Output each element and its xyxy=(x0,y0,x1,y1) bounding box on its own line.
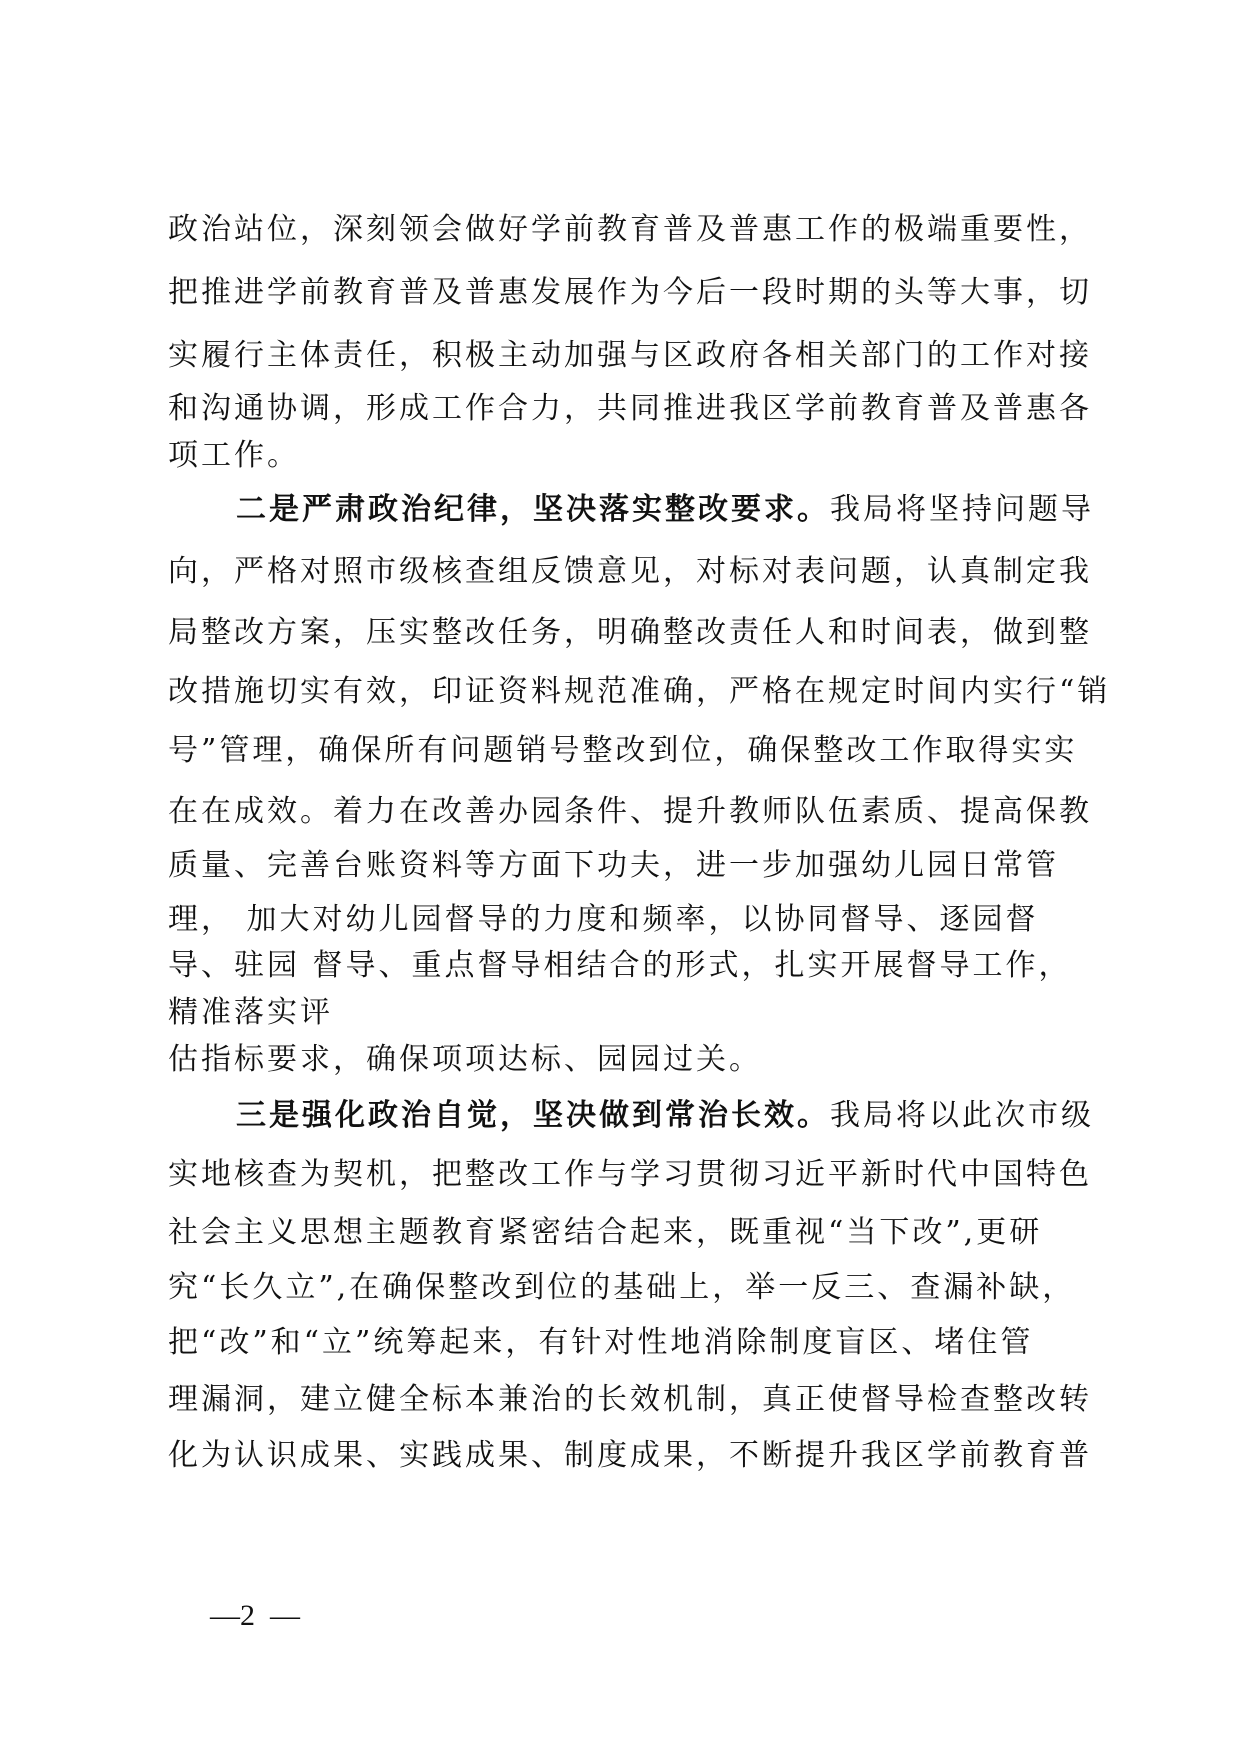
paragraph-first-line xyxy=(236,490,1094,530)
paragraph-line: 实地核查为契机，把整改工作与学习贯彻习近平新时代中国特色 xyxy=(168,1157,1092,1192)
paragraph-heading: 三是强化政治自觉，坚决做到常治长效。 xyxy=(236,1098,830,1133)
paragraph-line: 质量、完善台账资料等方面下功夫，进一步加强幼儿园日常管 xyxy=(168,848,1059,883)
paragraph-line: 理， 加大对幼儿园督导的力度和频率，以协同督导、逐园督 xyxy=(168,902,1039,937)
paragraph-line: 改措施切实有效，印证资料规范准确，严格在规定时间内实行“销 xyxy=(168,674,1111,709)
paragraph-heading: 二是严肃政治纪律，坚决落实整改要求。 xyxy=(236,492,830,527)
paragraph-text: 我局将坚持问题导 xyxy=(830,492,1094,527)
paragraph-line: 实履行主体责任，积极主动加强与区政府各相关部门的工作对接 xyxy=(168,338,1092,373)
paragraph-line: 局整改方案，压实整改任务，明确整改责任人和时间表，做到整 xyxy=(168,615,1092,650)
paragraph-line: 导、驻园 督导、重点督导相结合的形式，扎实开展督导工作， xyxy=(168,948,1072,983)
paragraph-line: 向，严格对照市级核查组反馈意见，对标对表问题，认真制定我 xyxy=(168,554,1092,589)
paragraph-line: 化为认识成果、实践成果、制度成果，不断提升我区学前教育普 xyxy=(168,1438,1092,1473)
paragraph-line: 把“改”和“立”统筹起来，有针对性地消除制度盲区、堵住管 xyxy=(168,1325,1034,1360)
paragraph-first-line xyxy=(236,1096,1094,1136)
paragraph-line: 社会主义思想主题教育紧密结合起来，既重视“当下改”,更研 xyxy=(168,1215,1043,1250)
paragraph-line: 项工作。 xyxy=(168,438,300,473)
paragraph-text: 我局将以此次市级 xyxy=(830,1098,1094,1133)
paragraph-line: 把推进学前教育普及普惠发展作为今后一段时期的头等大事，切 xyxy=(168,275,1092,310)
paragraph-line: 号”管理，确保所有问题销号整改到位，确保整改工作取得实实 xyxy=(168,733,1078,768)
paragraph-line: 和沟通协调，形成工作合力，共同推进我区学前教育普及普惠各 xyxy=(168,391,1092,426)
paragraph-line: 在在成效。着力在改善办园条件、提升教师队伍素质、提高保教 xyxy=(168,794,1092,829)
page-number: —2 — xyxy=(210,1599,300,1632)
paragraph-line: 究“长久立”,在确保整改到位的基础上，举一反三、查漏补缺， xyxy=(168,1270,1076,1305)
paragraph-line: 理漏洞，建立健全标本兼治的长效机制，真正使督导检查整改转 xyxy=(168,1382,1092,1417)
paragraph-line: 政治站位，深刻领会做好学前教育普及普惠工作的极端重要性， xyxy=(168,212,1092,247)
paragraph-line: 精准落实评 xyxy=(168,995,333,1030)
paragraph-line: 估指标要求，确保项项达标、园园过关。 xyxy=(168,1042,762,1077)
